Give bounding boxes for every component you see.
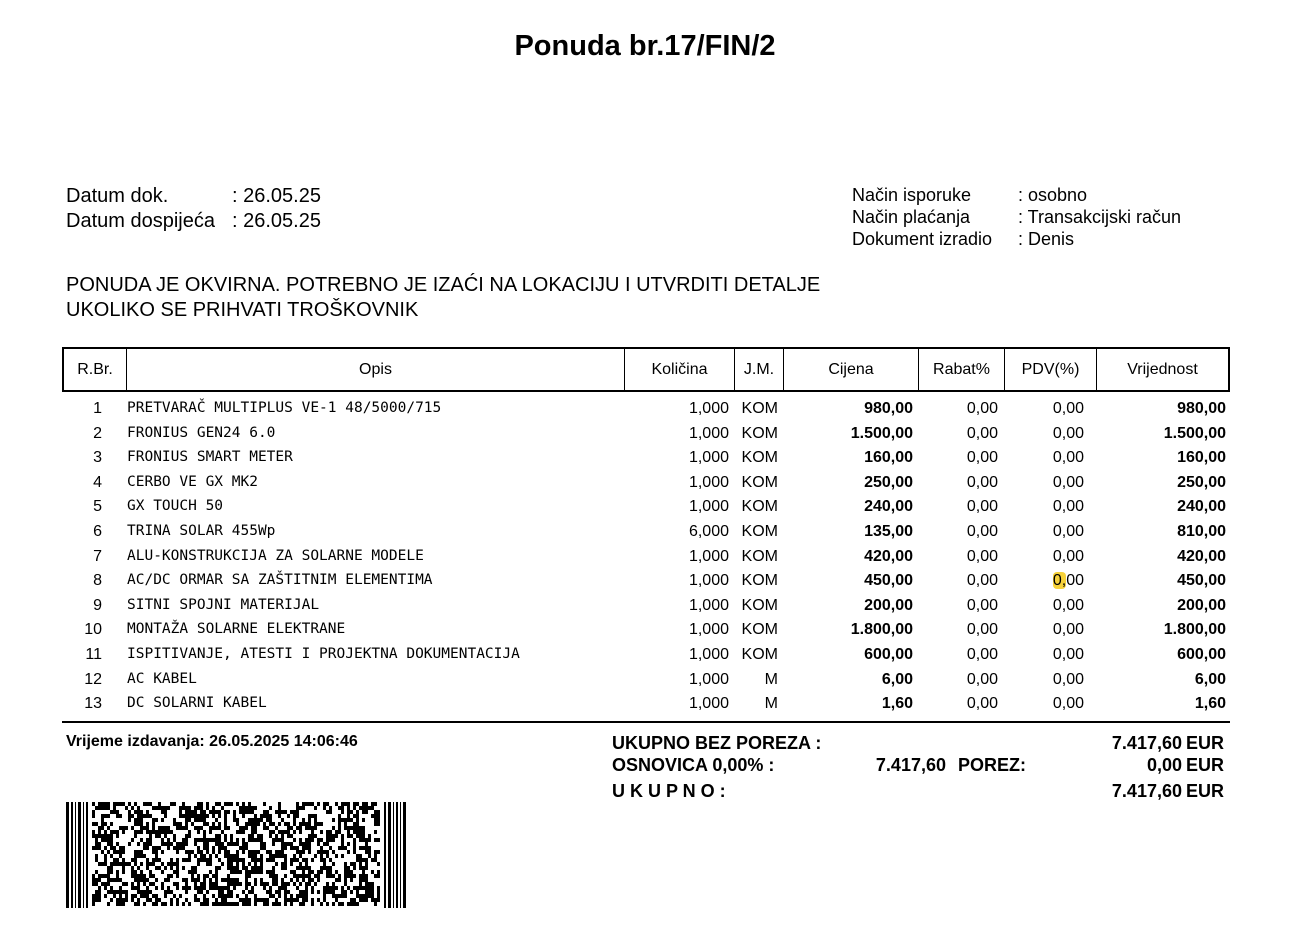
row-price: 1,60 xyxy=(881,695,913,713)
row-unit: M xyxy=(764,695,778,713)
tax-base-label: OSNOVICA 0,00% : xyxy=(612,755,775,775)
row-quantity: 1,000 xyxy=(688,572,729,590)
row-discount: 0,00 xyxy=(966,547,998,565)
table-row xyxy=(62,546,1230,571)
row-price: 1.800,00 xyxy=(850,621,913,639)
row-quantity: 1,000 xyxy=(688,547,729,565)
row-number: 3 xyxy=(93,449,102,467)
due-date-value: : 26.05.25 xyxy=(232,210,321,232)
row-number: 2 xyxy=(93,424,102,442)
column-header-quantity: Količina xyxy=(624,349,734,390)
row-quantity: 1,000 xyxy=(688,695,729,713)
row-value: 450,00 xyxy=(1177,572,1226,590)
row-vat: 0,00 xyxy=(1052,424,1084,442)
row-description: AC/DC ORMAR SA ZAŠTITNIM ELEMENTIMA xyxy=(127,572,433,589)
row-quantity: 1,000 xyxy=(688,596,729,614)
row-description: MONTAŽA SOLARNE ELEKTRANE xyxy=(127,621,346,638)
row-quantity: 1,000 xyxy=(688,449,729,467)
created-by-label: Dokument izradio xyxy=(852,229,993,249)
row-unit: KOM xyxy=(741,498,778,516)
row-number: 4 xyxy=(93,473,102,491)
row-unit: KOM xyxy=(741,424,778,442)
column-header-description: Opis xyxy=(126,349,624,390)
row-quantity: 1,000 xyxy=(688,424,729,442)
row-discount: 0,00 xyxy=(966,572,998,590)
row-vat: 0,00 xyxy=(1052,670,1084,688)
tax-currency: EUR xyxy=(1185,755,1224,775)
row-discount: 0,00 xyxy=(966,695,998,713)
column-header-unit: J.M. xyxy=(734,349,783,390)
offer-note-line: UKOLIKO SE PRIHVATI TROŠKOVNIK xyxy=(66,299,419,321)
tax-base-amount: 7.417,60 xyxy=(875,755,946,775)
payment-method-label: Način plaćanja xyxy=(852,207,971,227)
table-bottom-rule xyxy=(62,721,1230,723)
table-row xyxy=(62,669,1230,694)
row-discount: 0,00 xyxy=(966,498,998,516)
row-value: 810,00 xyxy=(1177,522,1226,540)
row-unit: KOM xyxy=(741,449,778,467)
row-price: 200,00 xyxy=(864,596,913,614)
row-vat: 0,00 xyxy=(1052,449,1084,467)
document-date-label: Datum dok. xyxy=(66,185,169,207)
row-unit: KOM xyxy=(741,596,778,614)
row-vat: 0,00 xyxy=(1052,522,1084,540)
row-unit: KOM xyxy=(741,547,778,565)
row-unit: KOM xyxy=(741,400,778,417)
table-row xyxy=(62,447,1230,472)
row-discount: 0,00 xyxy=(966,596,998,614)
table-row xyxy=(62,595,1230,620)
row-number: 9 xyxy=(93,596,102,614)
row-description: ISPITIVANJE, ATESTI I PROJEKTNA DOKUMENTACIJA xyxy=(127,645,520,662)
row-price: 420,00 xyxy=(864,547,913,565)
row-vat-rest: 00 xyxy=(1066,572,1084,590)
grand-total-label: U K U P N O : xyxy=(612,781,726,801)
row-price: 450,00 xyxy=(864,572,913,590)
row-unit: KOM xyxy=(741,645,778,663)
table-row xyxy=(62,570,1230,595)
row-number: 11 xyxy=(85,645,102,663)
row-description: DC SOLARNI KABEL xyxy=(127,695,267,712)
row-unit: KOM xyxy=(741,522,778,540)
row-number: 8 xyxy=(93,572,102,590)
row-value: 160,00 xyxy=(1177,449,1226,467)
row-quantity: 1,000 xyxy=(688,645,729,663)
row-price: 250,00 xyxy=(864,473,913,491)
row-price: 980,00 xyxy=(864,400,913,417)
table-row xyxy=(62,398,1230,423)
row-value: 1,60 xyxy=(1194,695,1226,713)
document-date-value: : 26.05.25 xyxy=(232,185,321,207)
document-title: Ponuda br.17/FIN/2 xyxy=(514,30,776,62)
row-number: 7 xyxy=(93,547,102,565)
row-value: 240,00 xyxy=(1177,498,1226,516)
row-vat: 0,00 xyxy=(1052,621,1084,639)
row-number: 12 xyxy=(84,670,102,688)
row-description: CERBO VE GX MK2 xyxy=(127,473,258,490)
row-vat: 0,00 xyxy=(1052,645,1084,663)
row-unit: KOM xyxy=(741,621,778,639)
grand-total-value: 7.417,60 xyxy=(1111,781,1182,801)
grand-total-currency: EUR xyxy=(1185,781,1224,801)
row-discount: 0,00 xyxy=(966,645,998,663)
row-value: 200,00 xyxy=(1177,596,1226,614)
column-header-discount: Rabat% xyxy=(918,349,1004,390)
row-value: 1.800,00 xyxy=(1163,621,1226,639)
table-row xyxy=(62,644,1230,669)
row-description: PRETVARAČ MULTIPLUS VE-1 48/5000/715 xyxy=(127,400,442,416)
row-quantity: 1,000 xyxy=(688,400,729,417)
row-discount: 0,00 xyxy=(966,400,998,417)
row-number: 13 xyxy=(84,695,102,713)
row-discount: 0,00 xyxy=(966,522,998,540)
row-price: 160,00 xyxy=(864,449,913,467)
row-description: AC KABEL xyxy=(127,670,197,687)
offer-note-line: PONUDA JE OKVIRNA. POTREBNO JE IZAĆI NA LOKACIJU I UTVRDITI DETALJE xyxy=(66,274,821,296)
delivery-info xyxy=(852,184,1181,250)
row-price: 240,00 xyxy=(864,498,913,516)
row-number: 5 xyxy=(93,498,102,516)
row-discount: 0,00 xyxy=(966,621,998,639)
row-price: 135,00 xyxy=(864,522,913,540)
column-header-value: Vrijednost xyxy=(1096,349,1228,390)
table-row xyxy=(62,496,1230,521)
row-quantity: 1,000 xyxy=(688,670,729,688)
column-header-vat: PDV(%) xyxy=(1004,349,1096,390)
row-description: ALU-KONSTRUKCIJA ZA SOLARNE MODELE xyxy=(127,547,424,564)
row-vat xyxy=(1053,572,1084,590)
row-value: 6,00 xyxy=(1194,670,1226,688)
table-body xyxy=(62,398,1230,718)
row-description: SITNI SPOJNI MATERIJAL xyxy=(127,596,320,613)
table-header xyxy=(62,347,1230,392)
row-discount: 0,00 xyxy=(966,670,998,688)
row-vat: 0,00 xyxy=(1052,498,1084,516)
net-total-value: 7.417,60 xyxy=(1111,733,1182,753)
tax-value: 0,00 xyxy=(1146,755,1182,775)
row-number: 6 xyxy=(93,522,102,540)
payment-method-value: : Transakcijski račun xyxy=(1018,207,1182,227)
pdf417-barcode xyxy=(66,802,410,908)
table-row xyxy=(62,693,1230,718)
row-vat: 0,00 xyxy=(1052,596,1084,614)
row-vat: 0,00 xyxy=(1052,473,1084,491)
tax-label: POREZ: xyxy=(958,755,1027,775)
row-vat: 0,00 xyxy=(1052,400,1084,417)
row-number: 1 xyxy=(93,400,102,417)
highlight-mark: 0, xyxy=(1052,572,1067,590)
row-price: 6,00 xyxy=(881,670,913,688)
row-unit: M xyxy=(764,670,778,688)
row-discount: 0,00 xyxy=(966,449,998,467)
row-quantity: 1,000 xyxy=(688,498,729,516)
row-vat: 0,00 xyxy=(1052,547,1084,565)
row-price: 1.500,00 xyxy=(850,424,913,442)
row-vat: 0,00 xyxy=(1052,695,1084,713)
row-value: 1.500,00 xyxy=(1163,424,1226,442)
table-row xyxy=(62,521,1230,546)
column-header-number: R.Br. xyxy=(77,361,113,378)
row-discount: 0,00 xyxy=(966,424,998,442)
column-header-price: Cijena xyxy=(783,349,918,390)
row-quantity: 6,000 xyxy=(688,522,729,540)
row-unit: KOM xyxy=(741,572,778,590)
row-quantity: 1,000 xyxy=(688,621,729,639)
row-value: 980,00 xyxy=(1177,400,1226,417)
table-row xyxy=(62,472,1230,497)
net-total-label: UKUPNO BEZ POREZA : xyxy=(612,733,822,753)
row-description: TRINA SOLAR 455Wp xyxy=(127,522,276,539)
issue-timestamp: Vrijeme izdavanja: 26.05.2025 14:06:46 xyxy=(66,733,358,750)
created-by-value: : Denis xyxy=(1018,229,1075,249)
row-quantity: 1,000 xyxy=(688,473,729,491)
table-row xyxy=(62,423,1230,448)
row-value: 250,00 xyxy=(1177,473,1226,491)
row-value: 600,00 xyxy=(1177,645,1226,663)
net-total-currency: EUR xyxy=(1185,733,1224,753)
table-row xyxy=(62,619,1230,644)
delivery-method-value: : osobno xyxy=(1018,185,1088,205)
row-unit: KOM xyxy=(741,473,778,491)
document-dates xyxy=(66,184,321,234)
row-value: 420,00 xyxy=(1177,547,1226,565)
row-discount: 0,00 xyxy=(966,473,998,491)
offer-note xyxy=(66,273,820,323)
due-date-label: Datum dospijeća xyxy=(66,210,215,232)
row-description: GX TOUCH 50 xyxy=(127,498,224,515)
delivery-method-label: Način isporuke xyxy=(852,185,972,205)
row-price: 600,00 xyxy=(864,645,913,663)
row-number: 10 xyxy=(84,621,102,639)
row-description: FRONIUS GEN24 6.0 xyxy=(127,424,276,441)
row-description: FRONIUS SMART METER xyxy=(127,449,293,466)
